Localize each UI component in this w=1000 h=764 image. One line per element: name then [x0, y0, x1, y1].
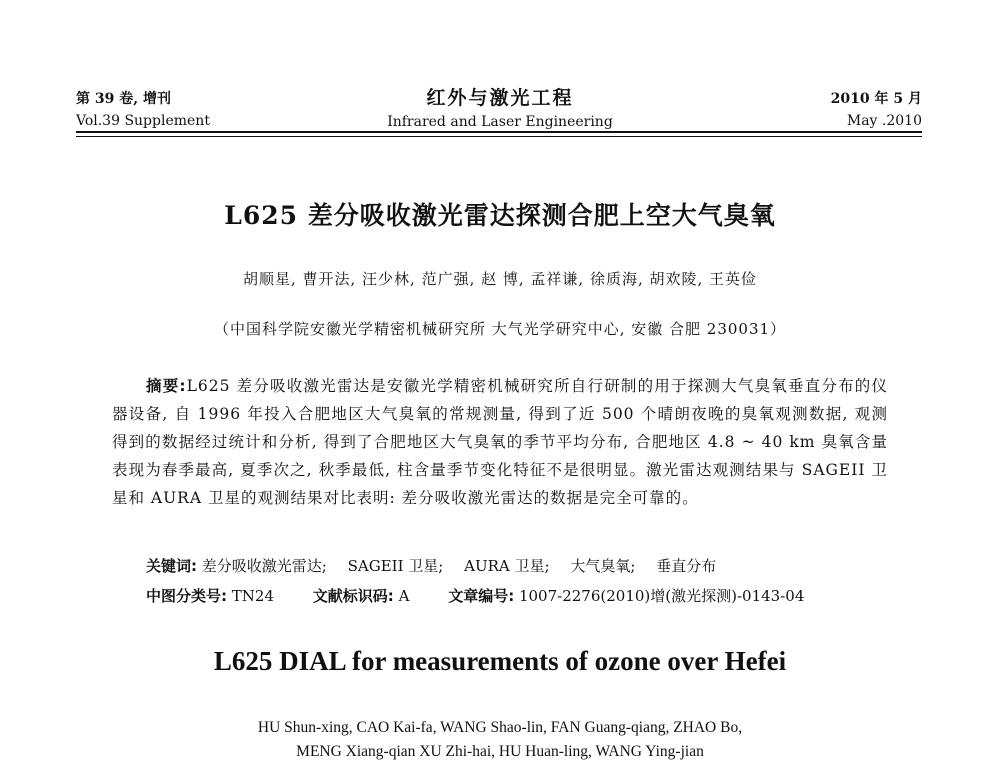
authors-en [0, 716, 1000, 764]
doc-code-value: A [398, 587, 410, 605]
clc-group [146, 587, 279, 605]
journal-en: Infrared and Laser Engineering [387, 114, 613, 130]
keyword-item: 垂直分布 [656, 557, 717, 575]
keyword-item: SAGEII 卫星; [347, 557, 444, 575]
article-number-label: 文章编号: [448, 587, 515, 605]
authors-en-line: MENG Xiang-qian XU Zhi-hai, HU Huan-ling, WANG Ying-jian [296, 743, 704, 760]
date-en: May .2010 [846, 113, 922, 129]
keywords-label: 关键词: [146, 557, 197, 575]
keyword-item: AURA 卫星; [464, 557, 550, 575]
volume-cn: 第 39 卷, 增刊 [76, 91, 171, 107]
doc-code-label: 文献标识码: [312, 587, 394, 605]
clc-label: 中图分类号: [146, 587, 227, 605]
abstract [112, 372, 888, 512]
header-date [831, 88, 922, 132]
title-en: L625 DIAL for measurements of ozone over Hefei [213, 646, 787, 676]
doc-code-group [313, 587, 414, 605]
article-number-value: 1007-2276(2010)增(激光探测)-0143-04 [518, 587, 805, 605]
journal-cn: 红外与激光工程 [426, 87, 574, 109]
authors-cn: 胡顺星, 曹开法, 汪少林, 范广强, 赵 博, 孟祥谦, 徐质海, 胡欢陵, 王英俭 [242, 270, 758, 288]
abstract-label: 摘要: [146, 377, 187, 395]
article-number-group [448, 587, 804, 605]
keyword-item: 差分吸收激光雷达; [201, 557, 327, 575]
date-cn: 2010 年 5 月 [830, 91, 922, 107]
affiliation-cn: （中国科学院安徽光学精密机械研究所 大气光学研究中心, 安徽 合肥 230031） [213, 320, 787, 338]
header-rule-thin [76, 136, 922, 137]
title-cn: L625 差分吸收激光雷达探测合肥上空大气臭氧 [224, 201, 776, 230]
keywords [146, 554, 906, 578]
keyword-item: 大气臭氧; [570, 557, 636, 575]
header-rule-thick [76, 131, 922, 133]
volume-en: Vol.39 Supplement [76, 113, 210, 129]
authors-en-line: HU Shun-xing, CAO Kai-fa, WANG Shao-lin, FAN Guang-qiang, ZHAO Bo, [257, 719, 743, 736]
clc-value: TN24 [231, 587, 274, 605]
abstract-text: L625 差分吸收激光雷达是安徽光学精密机械研究所自行研制的用于探测大气臭氧垂直分布的仪器设备, 自 1996 年投入合肥地区大气臭氧的常规测量, 得到了近 500 个晴朗夜晚的臭氧观测数据, 观测得到的数据经过统计和分析, 得到了合肥地区大气臭氧的季节平均分布, 合肥地区 4.8 ~ 40 km 臭氧含量表现为春季最高, 夏季次之, 秋季最低, 柱含量季节变化特征不是很明显。激光雷达观测结果与 SAGEII 卫星和 AURA 卫星的观测结果对比表明: 差分吸收激光雷达的数据是完全可靠的。 [112, 377, 889, 507]
classification-line [146, 584, 906, 608]
